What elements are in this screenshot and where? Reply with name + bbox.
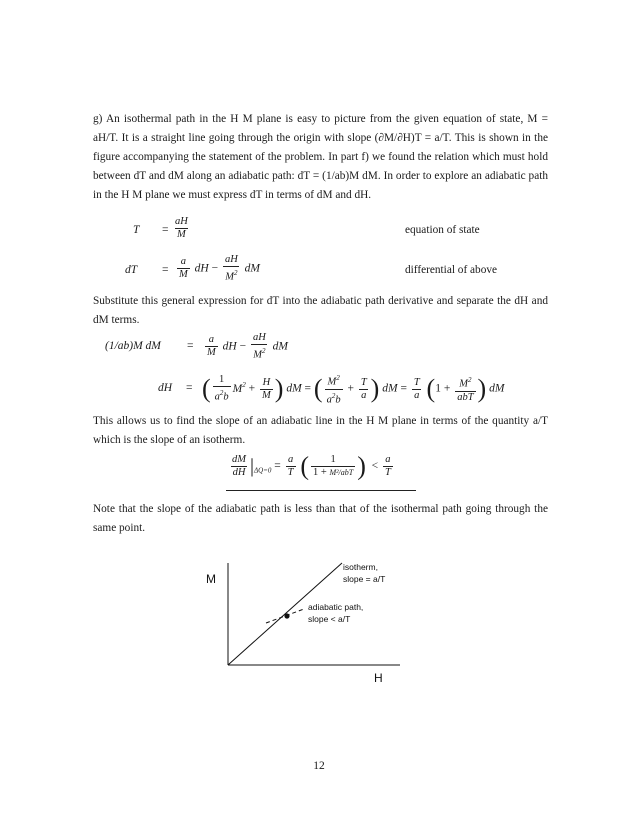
isotherm-label: isotherm,	[343, 562, 378, 572]
eq-lhs: T	[133, 224, 140, 236]
paragraph-slope-adiabatic	[93, 412, 548, 450]
paragraph-substitute	[93, 292, 548, 330]
adiabatic-label: adiabatic path,	[308, 602, 364, 612]
axis-label-m: M	[206, 572, 216, 586]
intersection-point	[284, 613, 289, 618]
eq-lhs: (1/ab)M dM	[105, 340, 161, 352]
paragraph-text: Note that the slope of the adiabatic path is less than that of the isothermal path going through the same point.	[93, 503, 548, 534]
equation-slope-comparison: $\frac{dM}{dH}$ $|_{\Delta Q=0}$ = $\frac{a}{T}$ ( $\frac{1}{\text{1 + M²/abT}}$ ) < $\frac{a}{T}$	[226, 452, 416, 491]
equation-adiabatic-derivative: (1/ab)M dM = $\frac{a}{M}$ dH − $\frac{aH}{M^2}$ dM	[105, 332, 288, 361]
isotherm-slope-label: slope = a/T	[343, 574, 386, 584]
eq-condition: ΔQ=0	[254, 466, 272, 475]
adiabatic-slope-label: slope < a/T	[308, 614, 351, 624]
equation-dH: dH = ( $\frac{1}{a^2b}$ $M^2$ + $\frac{H}{M}$ ) dM = ( $\frac{M^2}{a^2b}$ + $\frac{T}{a}$ ) dM = $\frac{T}{a}$ (1 + $\frac{M^2}{\text{abT}}$ ) dM	[158, 374, 505, 405]
paragraph-text: This allows us to find the slope of an adiabatic line in the H M plane in terms of the quantity a/T which is the slope of an isotherm.	[93, 415, 548, 446]
page-number: 12	[313, 760, 325, 772]
paragraph-note	[93, 500, 548, 538]
equation-differential: dT = $\frac{a}{M}$ dH − $\frac{aH}{M^2}$ dM	[125, 254, 260, 283]
equation-note: differential of above	[405, 264, 498, 276]
eq-lhs: dH	[158, 382, 173, 394]
axis-label-h: H	[374, 671, 383, 685]
paragraph-text: g) An isothermal path in the H M plane is easy to picture from the given equation of state, M = aH/T. It is a straight line going through the origin with slope (∂M/∂H)T = a/T. This is shown in the figure accompanying the statement of the problem. In part f) we found the relation which must hold between dT and dM along an adiabatic path: dT = (1/ab)M dM. In order to explore an adiabatic path in the H M plane we must express dT in terms of dM and dH.	[93, 113, 548, 201]
paragraph-isothermal-path	[93, 110, 548, 205]
hm-plane-figure	[200, 555, 440, 690]
paragraph-text: Substitute this general expression for dT into the adiabatic path derivative and separate the dH and dM terms.	[93, 295, 548, 326]
equation-note: equation of state	[405, 224, 480, 236]
eq-lhs: dT	[125, 264, 138, 276]
equation-state: T = $\frac{aH}{M}$	[133, 216, 188, 240]
